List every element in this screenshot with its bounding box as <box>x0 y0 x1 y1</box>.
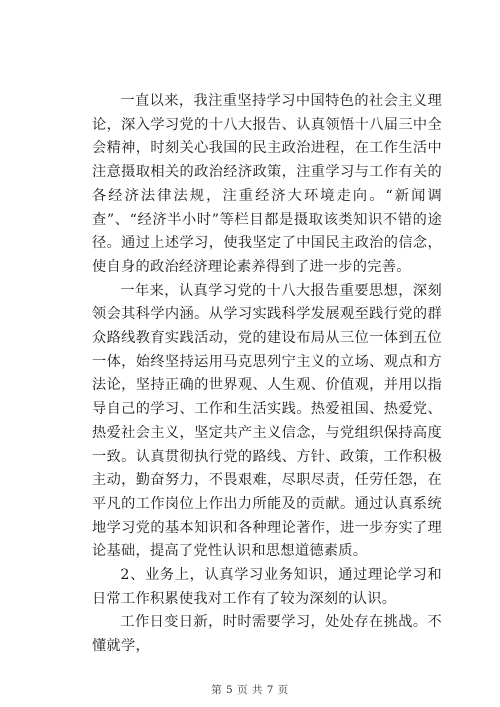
paragraph-political-study: 一直以来，我注重坚持学习中国特色的社会主义理论，深入学习党的十八大报告、认真领悟十八届三中全会精神，时刻关心我国的民主政治进程，在工作生活中注意摄取相关的政治经济政策，注重学习与工作有关的各经济法律法规，注重经济大环境走向。“新闻调查”、“经济半小时”等栏目都是摄取该类知识不错的途径。通过上述学习，使我坚定了中国民主政治的信念，使自身的政治经济理论素养得到了进一步的完善。 <box>92 93 442 275</box>
paragraph-daily-learning: 工作日变日新，时时需要学习，处处存在挑战。不懂就学， <box>92 614 442 655</box>
paragraph-business-study: 2、业务上，认真学习业务知识，通过理论学习和日常工作积累使我对工作有了较为深刻的认识。 <box>92 567 442 607</box>
document-body <box>92 90 442 659</box>
page-number-footer: 第 5 页 共 7 页 <box>211 684 289 696</box>
paragraph-party-theory: 一年来，认真学习党的十八大报告重要思想，深刻领会其科学内涵。从学习实践科学发展观至践行党的群众路线教育实践活动，党的建设布局从三位一体到五位一体，始终坚持运用马克思列宁主义的立场、观点和方法论，坚持正确的世界观、人生观、价值观，并用以指导自己的学习、工作和生活实践。热爱祖国、热爱党、热爱社会主义，坚定共产主义信念，与党组织保持高度一致。认真贯彻执行党的路线、方针、政策，工作积极主动，勤奋努力，不畏艰难，尽职尽责，任劳任怨，在平凡的工作岗位上作出力所能及的贡献。通过认真系统地学习党的基本知识和各种理论著作，进一步夯实了理论基础，提高了党性认识和思想道德素质。 <box>92 282 442 560</box>
